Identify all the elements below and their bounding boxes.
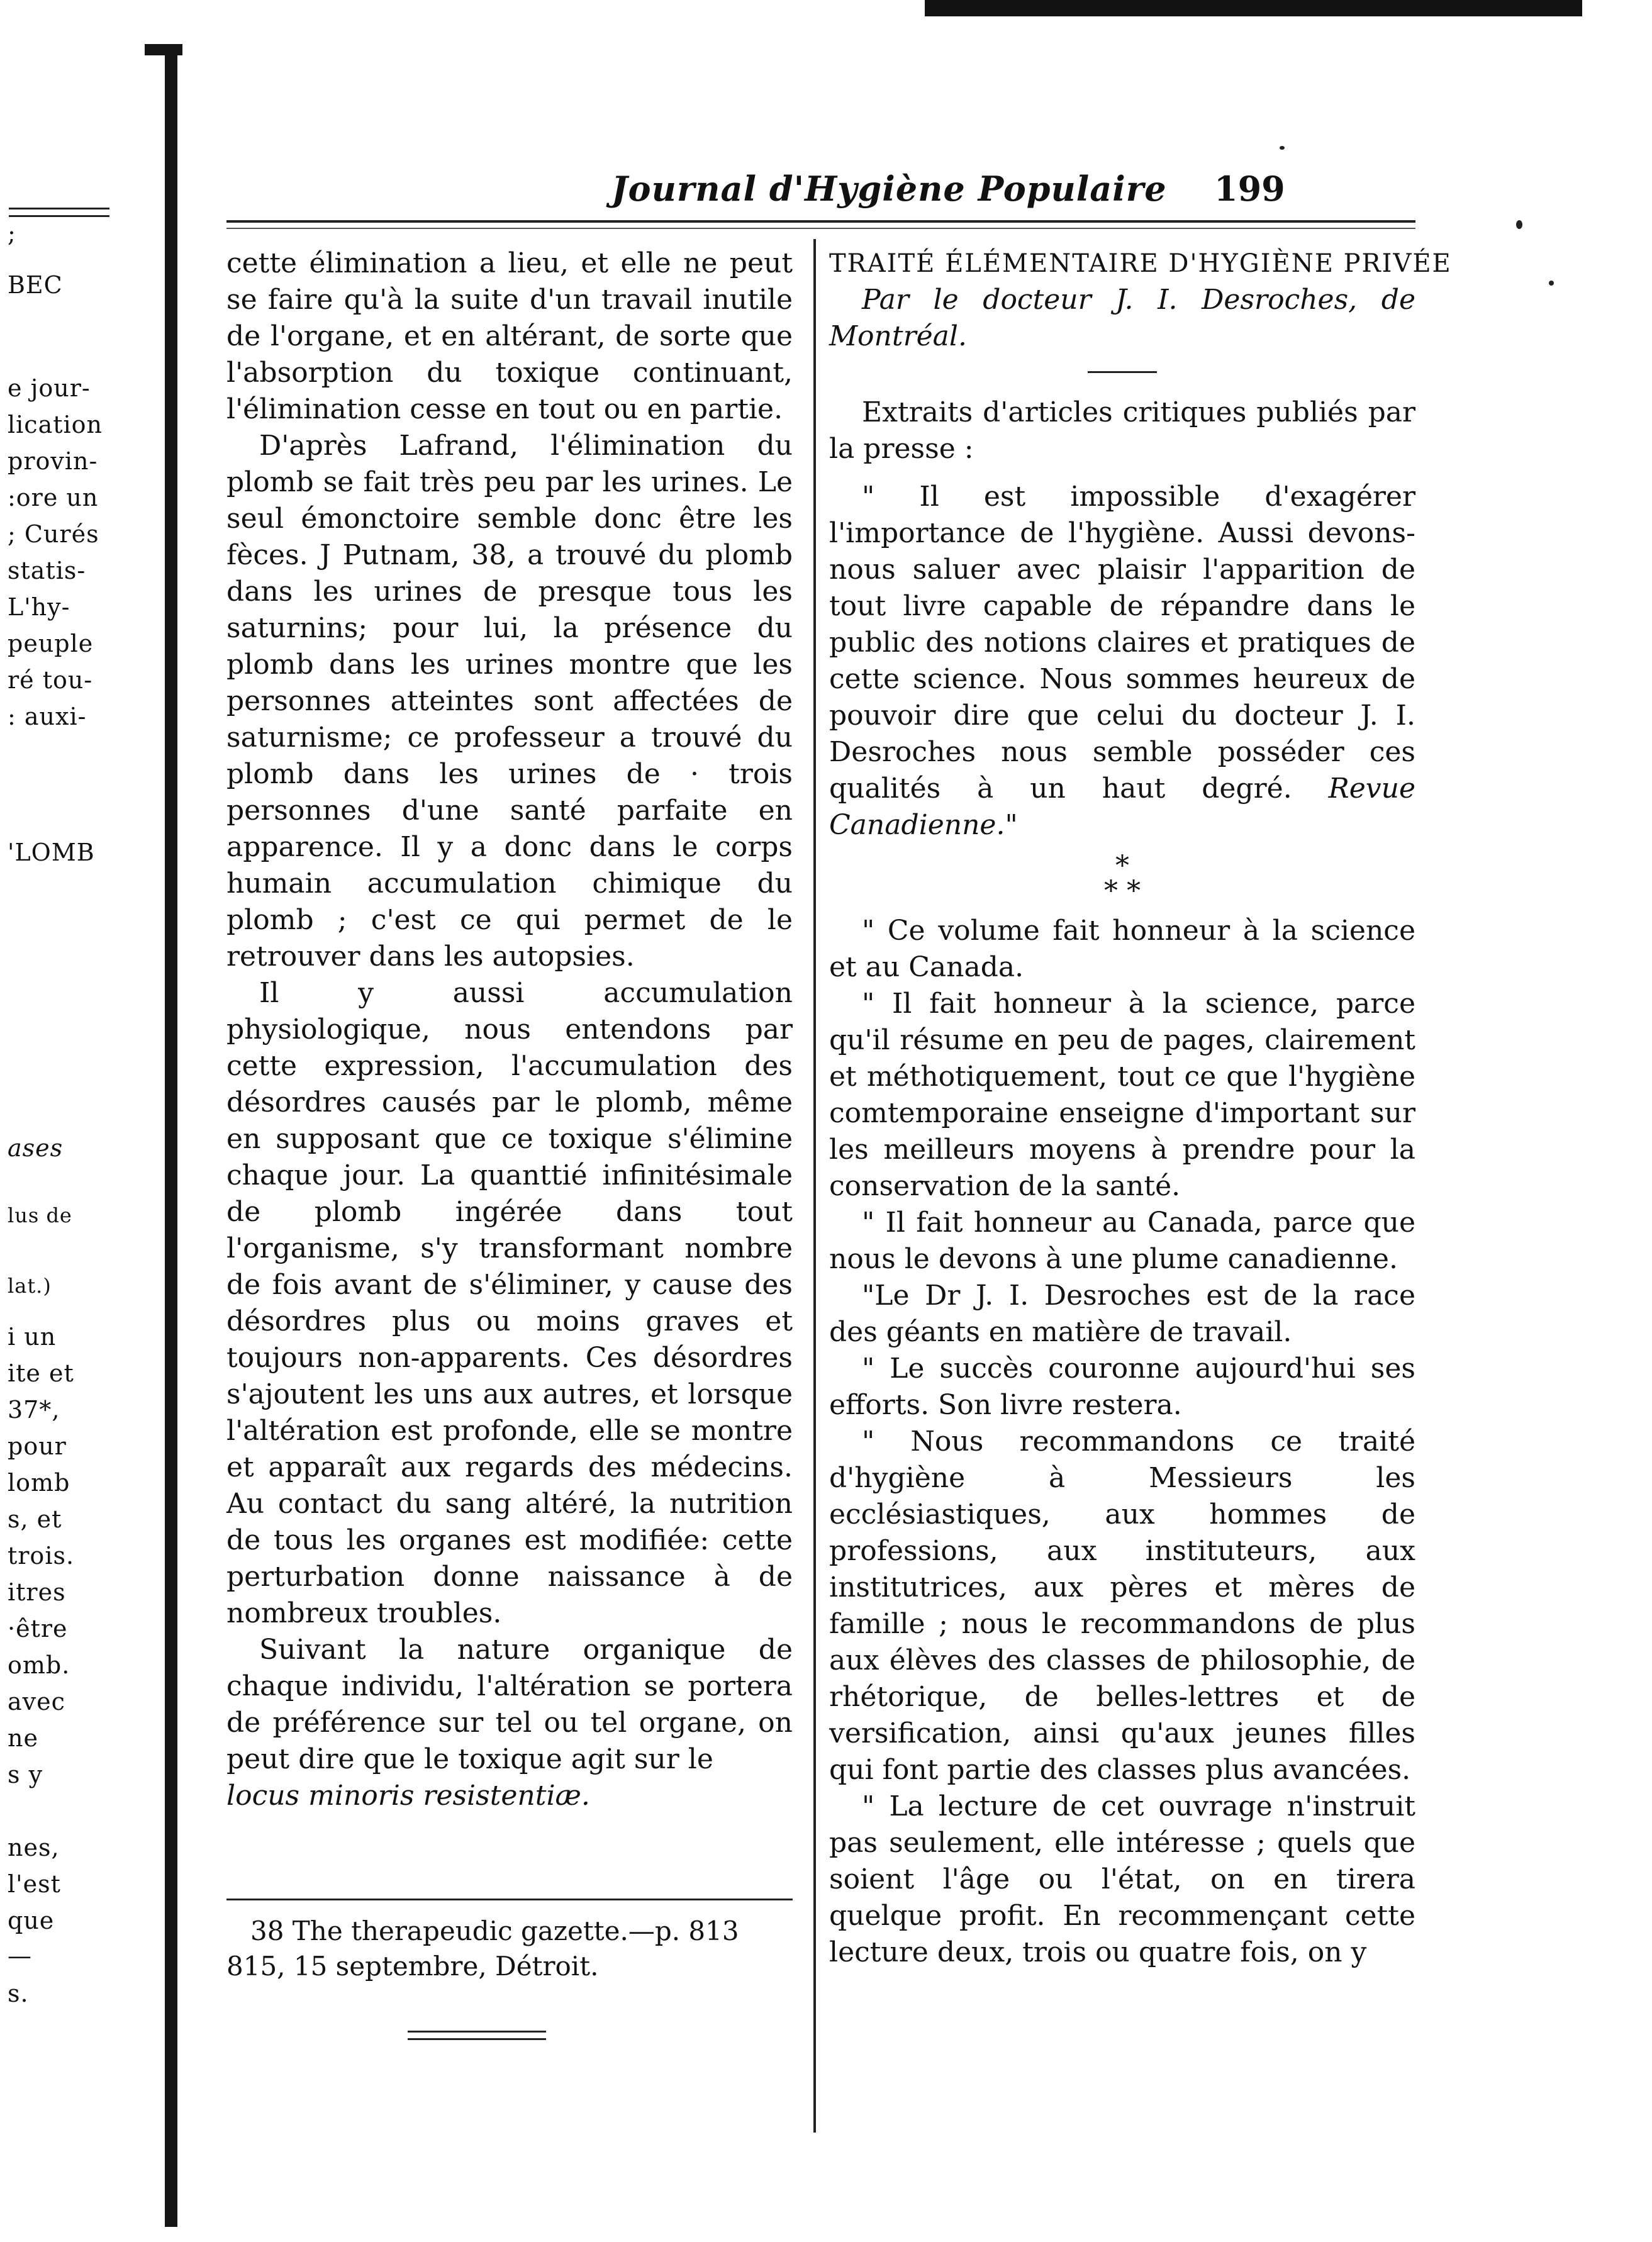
column-divider [813,239,816,2133]
bleed-line: provin- [8,447,98,475]
header-rule [226,228,1415,229]
paragraph: "Le Dr J. I. Desroches est de la race des géants en matière de travail. [829,1280,1415,1348]
bleed-line: lication [8,411,103,438]
page-number: 199 [1214,169,1285,209]
bleed-line: : auxi- [8,703,87,730]
paragraph: " Il fait honneur à la science, parce qu'il résume en peu de pages, clairement et méthotiquement, tout ce que l'hygiène comtemporaine enseigne d'important sur les meilleurs moyens à prendre pour la conservation de la santé. [829,988,1415,1202]
footnote-rule [226,1899,793,1900]
paragraph: " Le succès couronne aujourd'hui ses efforts. Son livre restera. [829,1352,1415,1421]
paragraph: Suivant la nature organique de chaque individu, l'altération se portera de préférence sur tel ou tel organe, on peut dire que le toxique agit sur le [226,1634,793,1775]
bleed-line: s y [8,1761,43,1788]
paragraph: D'après Lafrand, l'élimination du plomb se fait très peu par les urines. Le seul émonctoire semble donc être les fèces. J Putnam, 38, a trouvé du plomb dans les urines de presque tous les saturnins; pour lui, la présence du plomb dans les urines montre que les personnes atteintes sont affectées de saturnisme; ce professeur a trouvé du plomb dans les urines de · trois personnes d'une santé parfaite en apparence. Il y a donc dans le corps humain accumulation chimique du plomb ; c'est ce qui permet de le retrouver dans les autopsies. [226,430,793,973]
binding-spine [165,44,177,2227]
intro: Extraits d'articles critiques publiés par la presse : [829,396,1415,465]
paragraph: " Il fait honneur au Canada, parce que nous le devons à une plume canadienne. [829,1207,1415,1275]
byline: Par le docteur J. I. Desroches, de Montréal. [829,284,1415,352]
scan-speck [1549,281,1554,286]
bleed-line: 37*, [8,1396,60,1424]
end-rule [408,2038,546,2040]
scan-speck [1280,146,1285,150]
bleed-line: 'LOMB [8,839,95,866]
right-column [829,245,1452,1971]
bleed-line: avec [8,1688,65,1715]
bleed-line: nes, [8,1834,60,1861]
bleed-line: ne [8,1724,38,1752]
bleed-line: l'est [8,1870,61,1898]
previous-page-bleed [0,0,151,2242]
bleed-line: ; [8,220,16,247]
bleed-line: ·être [8,1615,68,1642]
left-column [226,245,793,1814]
bleed-line: s. [8,1980,29,2007]
paragraph: Il y aussi accumulation physiologique, nous entendons par cette expression, l'accumulation des désordres causés par le plomb, même en supposant que ce toxique s'élimine chaque jour. La quanttié infinitésimale de plomb ingérée dans tout l'organisme, s'y transformant nombre de fois avant de s'éliminer, y cause des désordres plus ou moins graves et toujours non-apparents. Ces désordres s'ajoutent les uns aux autres, et lorsque l'altération est profonde, elle se montre et apparaît aux regards des médecins. Au contact du sang altéré, la nutrition de tous les organes est modifiée: cette perturbation donne naissance à de nombreux troubles. [226,977,793,1629]
top-scan-bar [925,0,1582,16]
footnote [226,1914,793,1984]
asterism: * * * [1104,850,1141,907]
bleed-rule [9,208,109,209]
end-rule [408,2031,546,2033]
bleed-line: ite et [8,1359,74,1387]
paragraph: cette élimination a lieu, et elle ne peut se faire qu'à la suite d'un travail inutile de l'organe, et en altérant, de sorte que l'absorption du toxique continuant, l'élimination cesse en tout ou en partie. [226,247,793,425]
bleed-line: itres [8,1578,66,1606]
bleed-line: :ore un [8,484,99,511]
bleed-line: — [8,1942,32,1970]
bleed-line: ; Curés [8,520,99,548]
bleed-line: peuple [8,630,94,657]
running-header [226,169,1485,209]
paragraph: " Ce volume fait honneur à la science et au Canada. [829,915,1415,983]
quote-source: Revue Canadienne." [829,772,1415,841]
bleed-line: lus de [8,1203,72,1227]
review-quote [829,479,1415,844]
bleed-line: que [8,1907,55,1934]
bleed-line: statis- [8,557,86,584]
section-heading: TRAITÉ ÉLÉMENTAIRE D'HYGIÈNE PRIVÉE [829,249,1452,278]
bleed-line: omb. [8,1651,70,1679]
bleed-line: i un [8,1323,57,1351]
separator-rule [1088,371,1157,373]
header-rule [226,220,1415,223]
bleed-line: ré tou- [8,666,93,694]
bleed-line: ases [8,1134,64,1162]
quote-text: " Il est impossible d'exagérer l'importance de l'hygiène. Aussi devons-nous saluer avec plaisir l'apparition de tout livre capable de répandre dans le public des notions claires et pratiques de cette science. Nous sommes heureux de pouvoir dire que celui du docteur J. I. Desroches nous semble posséder ces qualités à un haut degré. [829,481,1415,805]
bleed-line: lomb [8,1469,70,1497]
bleed-line: e jour- [8,374,91,402]
footnote-text: 38 The therapeudic gazette.—p. 813 815, 15 septembre, Détroit. [226,1916,739,1982]
bleed-rule [9,215,109,217]
bleed-line: L'hy- [8,593,70,621]
paragraph: " La lecture de cet ouvrage n'instruit pas seulement, elle intéresse ; quels que soient l'âge ou l'état, on en tirera quelque profit. En recommençant cette lecture deux, trois ou quatre fois, on y [829,1790,1415,1968]
latin-phrase: locus minoris resistentiæ. [226,1780,590,1812]
journal-title: Journal d'Hygiène Populaire [611,169,1167,209]
paragraph: " Nous recommandons ce traité d'hygiène à Messieurs les ecclésiastiques, aux hommes de professions, aux instituteurs, aux institutrices, aux pères et mères de famille ; nous le recommandons de plus aux élèves des classes de philosophie, de rhétorique, de belles-lettres et de versification, ainsi qu'aux jeunes filles qui font partie des classes plus avancées. [829,1425,1415,1786]
bleed-line: BEC [8,271,63,299]
bleed-line: lat.) [8,1274,52,1298]
bleed-line: s, et [8,1505,62,1533]
bleed-line: trois. [8,1542,75,1570]
bleed-line: pour [8,1432,67,1460]
scan-speck [1516,220,1522,229]
